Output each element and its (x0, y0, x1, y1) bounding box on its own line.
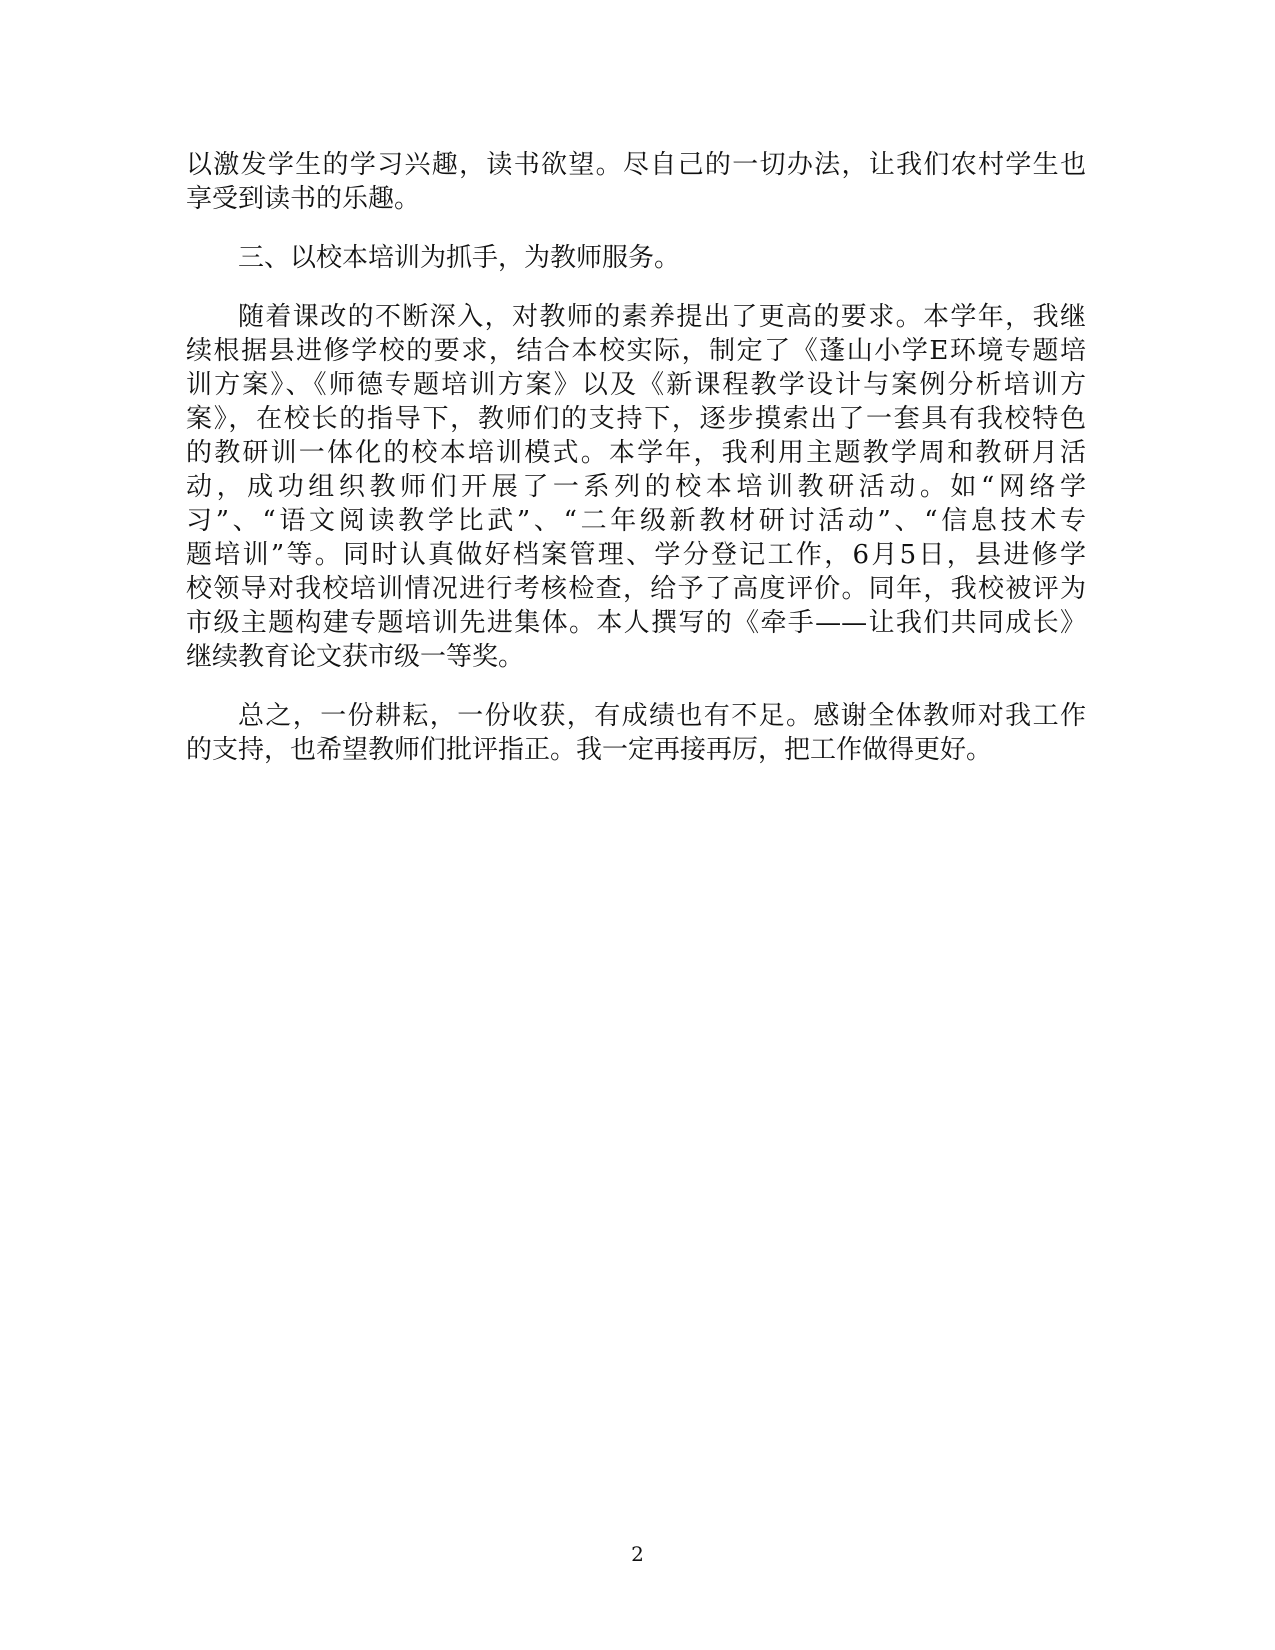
text-line: 继续教育论文获市级一等奖。 (186, 642, 525, 672)
paragraph-summary (186, 699, 1086, 767)
heading-line: 三、以校本培训为抓手，为教师服务。 (238, 243, 681, 273)
page-number: 2 (631, 1542, 644, 1566)
text-line: 续根据县进修学校的要求，结合本校实际，制定了《蓬山小学E环境专题培 (186, 336, 1086, 366)
document-body (186, 148, 1086, 792)
text-line: 题培训”等。同时认真做好档案管理、学分登记工作，6月5日，县进修学 (186, 540, 1086, 570)
text-line: 市级主题构建专题培训先进集体。本人撰写的《牵手——让我们共同成长》 (186, 608, 1086, 638)
text-line: 的支持，也希望教师们批评指正。我一定再接再厉，把工作做得更好。 (186, 735, 993, 765)
text-line: 总之，一份耕耘，一份收获，有成绩也有不足。感谢全体教师对我工作 (238, 701, 1086, 731)
text-line: 以激发学生的学习兴趣，读书欲望。尽自己的一切办法，让我们农村学生也 (186, 150, 1086, 180)
paragraph-training (186, 300, 1086, 674)
paragraph-continuation (186, 148, 1086, 216)
text-line: 享受到读书的乐趣。 (186, 184, 421, 214)
text-line: 案》，在校长的指导下，教师们的支持下，逐步摸索出了一套具有我校特色 (186, 404, 1086, 434)
text-line: 动，成功组织教师们开展了一系列的校本培训教研活动。如“网络学 (186, 472, 1086, 502)
text-line: 随着课改的不断深入，对教师的素养提出了更高的要求。本学年，我继 (238, 302, 1086, 332)
text-line: 习”、“语文阅读教学比武”、“二年级新教材研讨活动”、“信息技术专 (186, 506, 1086, 536)
text-line: 训方案》、《师德专题培训方案》以及《新课程教学设计与案例分析培训方 (186, 370, 1086, 400)
text-line: 校领导对我校培训情况进行考核检查，给予了高度评价。同年，我校被评为 (186, 574, 1086, 604)
text-line: 的教研训一体化的校本培训模式。本学年，我利用主题教学周和教研月活 (186, 438, 1086, 468)
section-heading (186, 241, 1086, 275)
